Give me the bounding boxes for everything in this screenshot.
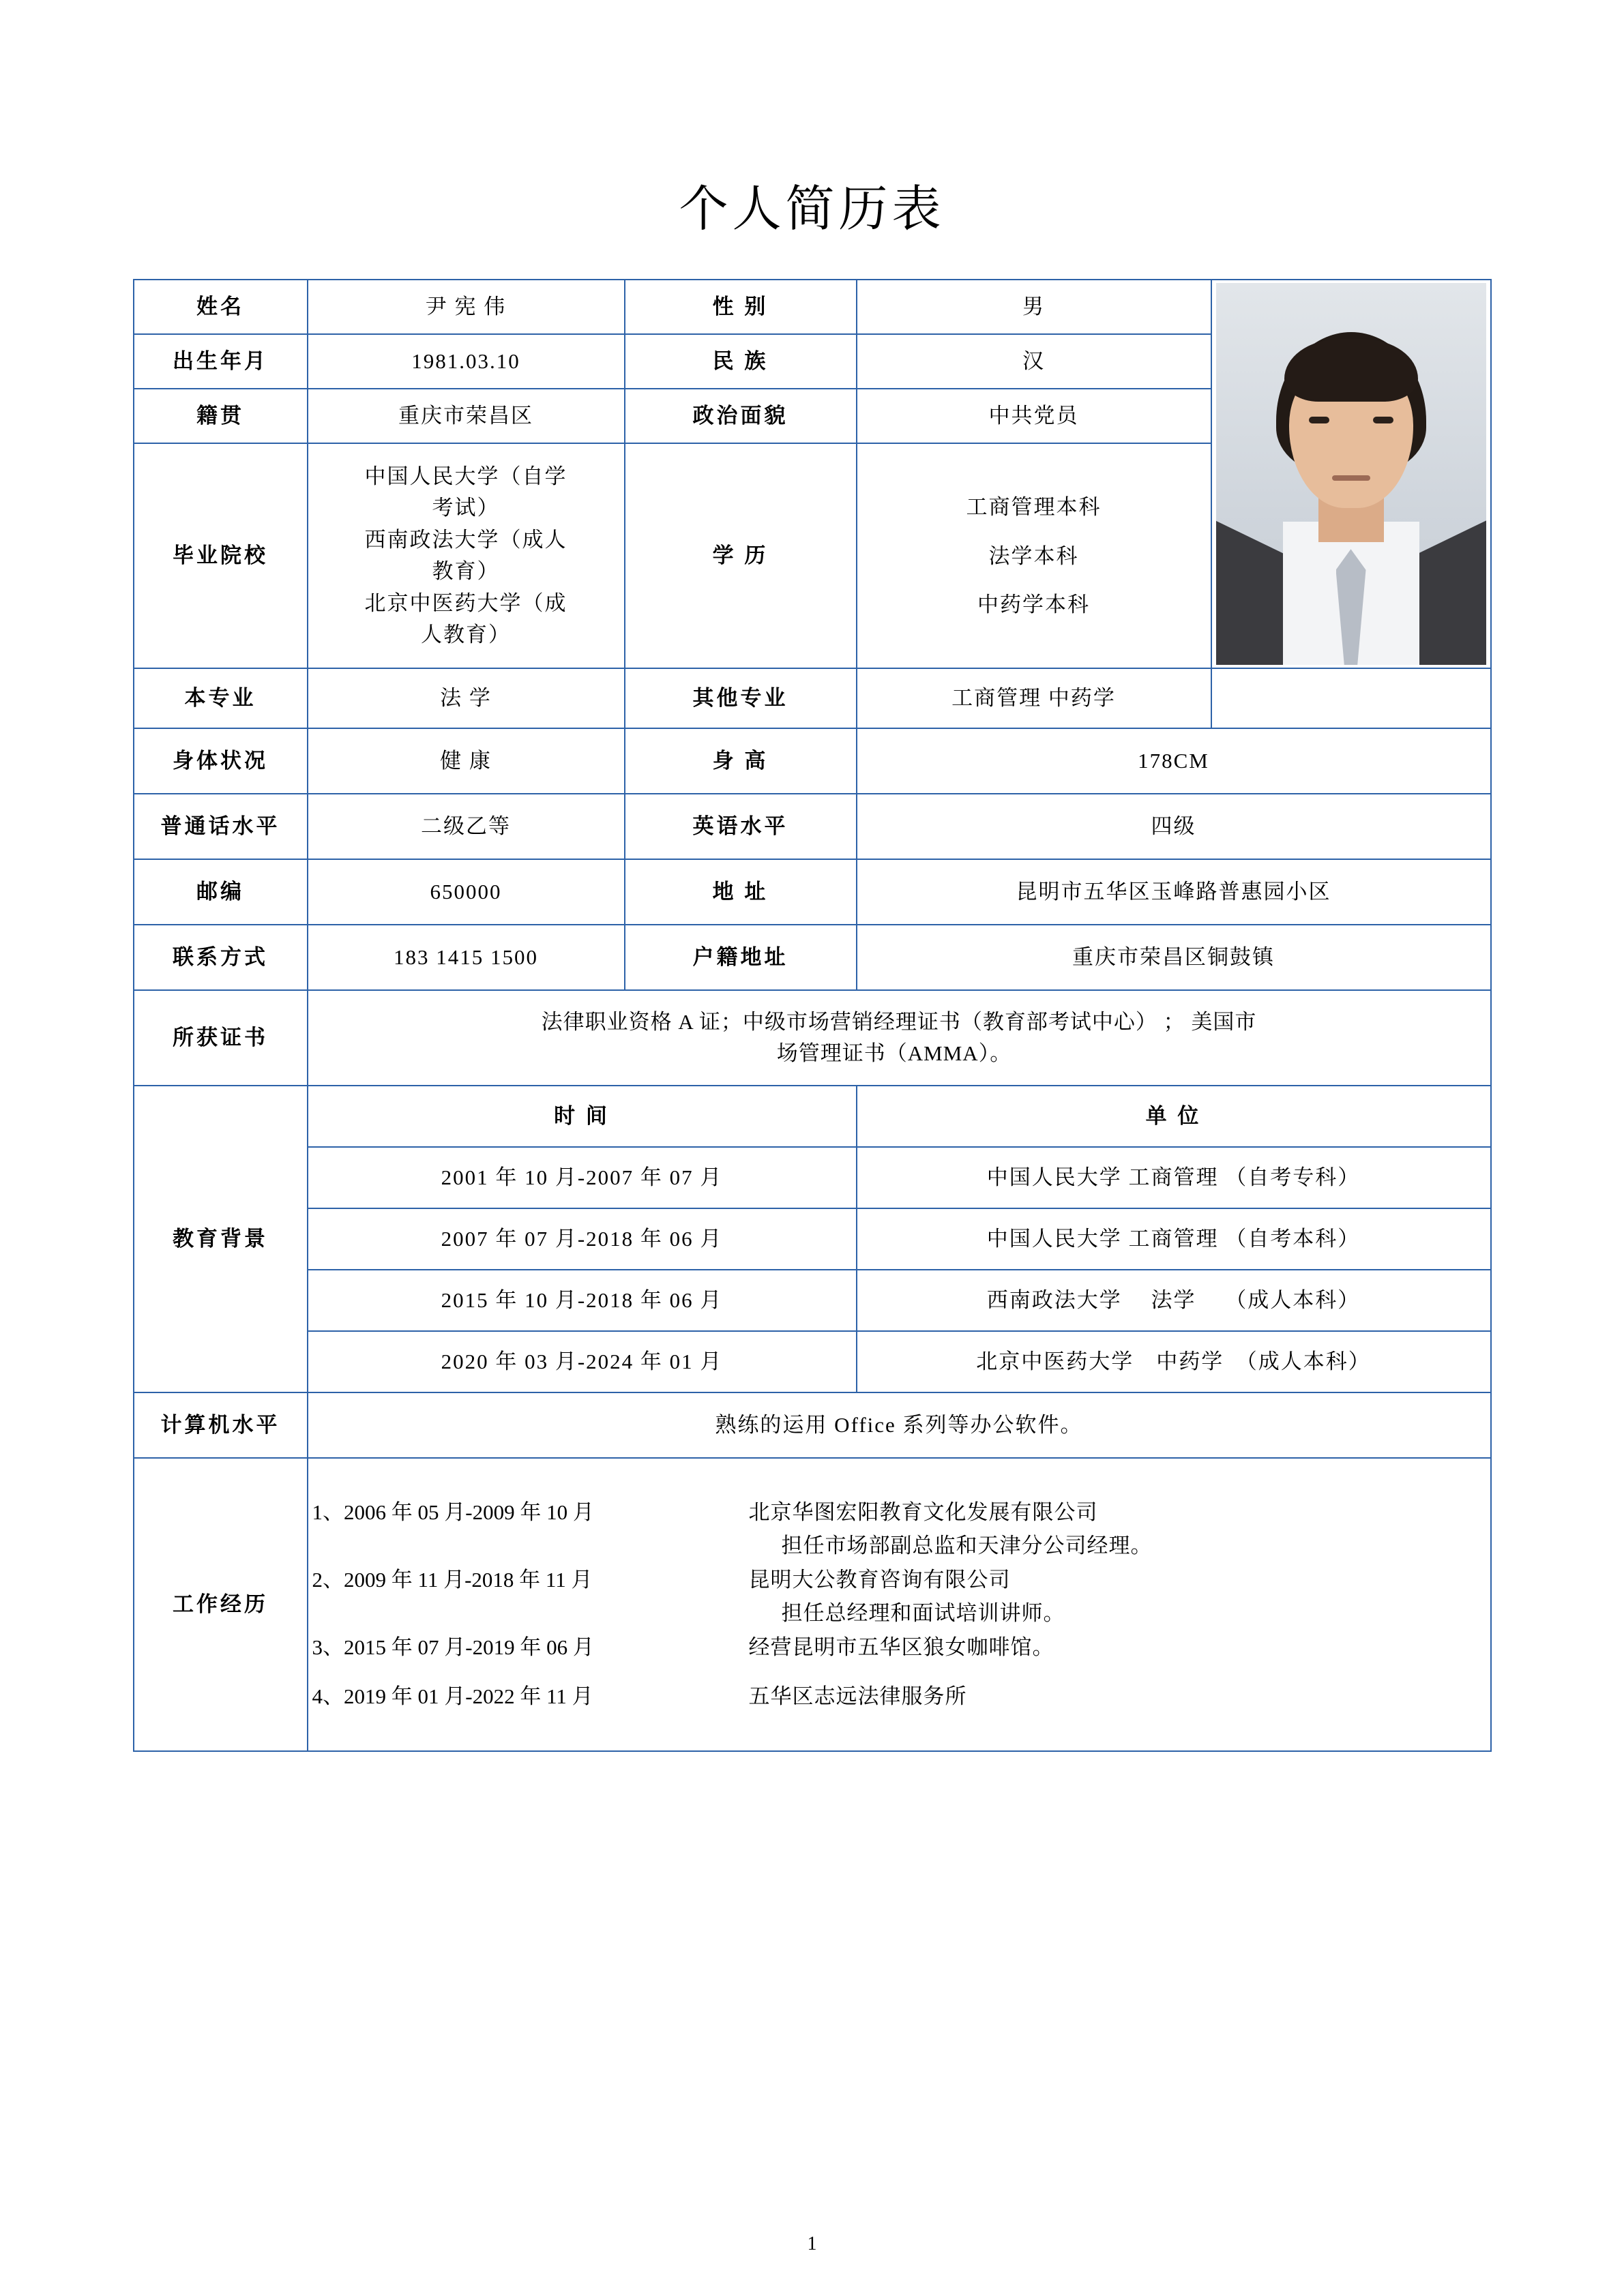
value-major: 法 学 bbox=[308, 668, 625, 728]
work-time: 3、2015 年 07 月-2019 年 06 月 bbox=[312, 1635, 594, 1659]
value-certificates bbox=[308, 990, 1491, 1086]
value-english: 四级 bbox=[857, 794, 1491, 859]
label-education: 学 历 bbox=[625, 443, 857, 668]
page-number: 1 bbox=[807, 2233, 817, 2254]
photo-cell bbox=[1211, 280, 1491, 668]
education-line-2: 法学本科 bbox=[988, 543, 1079, 568]
value-contact: 183 1415 1500 bbox=[308, 925, 625, 990]
photo-eye-left bbox=[1309, 417, 1329, 423]
label-political: 政治面貌 bbox=[625, 389, 857, 443]
value-gender: 男 bbox=[857, 280, 1211, 334]
work-item bbox=[312, 1497, 1486, 1529]
work-item bbox=[312, 1564, 1486, 1596]
photo-mouth bbox=[1332, 475, 1370, 481]
work-org: 经营昆明市五华区狼女咖啡馆。 bbox=[748, 1635, 1054, 1659]
label-contact: 联系方式 bbox=[134, 925, 308, 990]
value-ethnicity: 汉 bbox=[857, 334, 1211, 389]
edu-row-time: 2001 年 10 月-2007 年 07 月 bbox=[308, 1147, 857, 1208]
edu-row-unit: 北京中医药大学 中药学 （成人本科） bbox=[857, 1331, 1491, 1392]
label-computer: 计算机水平 bbox=[134, 1392, 308, 1458]
label-certificates: 所获证书 bbox=[134, 990, 308, 1086]
value-household: 重庆市荣昌区铜鼓镇 bbox=[857, 925, 1491, 990]
value-school bbox=[308, 443, 625, 668]
work-duty: 担任总经理和面试培训讲师。 bbox=[781, 1601, 1065, 1626]
label-english: 英语水平 bbox=[625, 794, 857, 859]
table-row bbox=[134, 280, 1491, 334]
table-row bbox=[134, 668, 1491, 728]
school-line-6: 人教育） bbox=[421, 623, 511, 647]
work-org: 五华区志远法律服务所 bbox=[748, 1684, 967, 1709]
label-name: 姓名 bbox=[134, 280, 308, 334]
table-row bbox=[134, 1458, 1491, 1751]
label-ethnicity: 民 族 bbox=[625, 334, 857, 389]
value-address: 昆明市五华区玉峰路普惠园小区 bbox=[857, 859, 1491, 925]
school-line-2: 考试） bbox=[432, 496, 500, 520]
education-line-3: 中药学本科 bbox=[977, 592, 1090, 616]
school-line-5: 北京中医药大学（成 bbox=[364, 591, 567, 615]
work-org: 昆明大公教育咨询有限公司 bbox=[748, 1567, 1011, 1592]
label-birth: 出生年月 bbox=[134, 334, 308, 389]
table-row bbox=[134, 1208, 1491, 1270]
label-other-major: 其他专业 bbox=[625, 668, 857, 728]
school-line-3: 西南政法大学（成人 bbox=[364, 527, 567, 552]
table-row bbox=[134, 1147, 1491, 1208]
value-birth: 1981.03.10 bbox=[308, 334, 625, 389]
work-item bbox=[312, 1632, 1486, 1664]
value-political: 中共党员 bbox=[857, 389, 1211, 443]
label-household: 户籍地址 bbox=[625, 925, 857, 990]
value-computer: 熟练的运用 Office 系列等办公软件。 bbox=[308, 1392, 1491, 1458]
label-major: 本专业 bbox=[134, 668, 308, 728]
label-mandarin: 普通话水平 bbox=[134, 794, 308, 859]
photo-cell-spacer bbox=[1211, 668, 1491, 728]
label-work: 工作经历 bbox=[134, 1458, 308, 1751]
label-edu-background: 教育背景 bbox=[134, 1086, 308, 1392]
certificates-line-1: 法律职业资格 A 证；中级市场营销经理证书（教育部考试中心） ； 美国市 bbox=[541, 1009, 1257, 1034]
resume-table bbox=[133, 279, 1492, 1752]
edu-row-time: 2020 年 03 月-2024 年 01 月 bbox=[308, 1331, 857, 1392]
label-address: 地 址 bbox=[625, 859, 857, 925]
table-row bbox=[134, 990, 1491, 1086]
edu-row-unit: 中国人民大学 工商管理 （自考本科） bbox=[857, 1208, 1491, 1270]
value-height: 178CM bbox=[857, 728, 1491, 794]
table-row bbox=[134, 1086, 1491, 1147]
label-height: 身 高 bbox=[625, 728, 857, 794]
label-gender: 性 别 bbox=[625, 280, 857, 334]
table-row bbox=[134, 1392, 1491, 1458]
school-line-1: 中国人民大学（自学 bbox=[364, 464, 567, 488]
label-school: 毕业院校 bbox=[134, 443, 308, 668]
value-education bbox=[857, 443, 1211, 668]
education-line-1: 工商管理本科 bbox=[966, 495, 1102, 520]
edu-row-unit: 西南政法大学 法学 （成人本科） bbox=[857, 1270, 1491, 1331]
table-row bbox=[134, 925, 1491, 990]
label-native-place: 籍贯 bbox=[134, 389, 308, 443]
work-time: 4、2019 年 01 月-2022 年 11 月 bbox=[312, 1684, 593, 1709]
value-work bbox=[308, 1458, 1491, 1751]
work-duty: 担任市场部副总监和天津分公司经理。 bbox=[781, 1534, 1153, 1557]
table-row bbox=[134, 728, 1491, 794]
edu-row-time: 2007 年 07 月-2018 年 06 月 bbox=[308, 1208, 857, 1270]
edu-row-unit: 中国人民大学 工商管理 （自考专科） bbox=[857, 1147, 1491, 1208]
work-org: 北京华图宏阳教育文化发展有限公司 bbox=[748, 1500, 1098, 1524]
table-row bbox=[134, 794, 1491, 859]
table-row bbox=[134, 859, 1491, 925]
page-title: 个人简历表 bbox=[679, 182, 945, 237]
table-row bbox=[134, 1331, 1491, 1392]
work-time: 2、2009 年 11 月-2018 年 11 月 bbox=[312, 1567, 593, 1592]
value-mandarin: 二级乙等 bbox=[308, 794, 625, 859]
label-health: 身体状况 bbox=[134, 728, 308, 794]
photo-eye-right bbox=[1373, 417, 1393, 423]
school-line-4: 教育） bbox=[432, 559, 500, 584]
column-header-unit: 单 位 bbox=[857, 1086, 1491, 1147]
value-health: 健 康 bbox=[308, 728, 625, 794]
value-native-place: 重庆市荣昌区 bbox=[308, 389, 625, 443]
value-postcode: 650000 bbox=[308, 859, 625, 925]
value-other-major: 工商管理 中药学 bbox=[857, 668, 1211, 728]
edu-row-time: 2015 年 10 月-2018 年 06 月 bbox=[308, 1270, 857, 1331]
work-time: 1、2006 年 05 月-2009 年 10 月 bbox=[312, 1500, 594, 1524]
work-item bbox=[312, 1681, 1486, 1713]
label-postcode: 邮编 bbox=[134, 859, 308, 925]
portrait-photo bbox=[1216, 283, 1486, 665]
certificates-line-2: 场管理证书（AMMA）。 bbox=[776, 1041, 1012, 1066]
column-header-time: 时 间 bbox=[308, 1086, 857, 1147]
value-name: 尹 宪 伟 bbox=[308, 280, 625, 334]
photo-fringe bbox=[1284, 339, 1418, 402]
table-row bbox=[134, 1270, 1491, 1331]
